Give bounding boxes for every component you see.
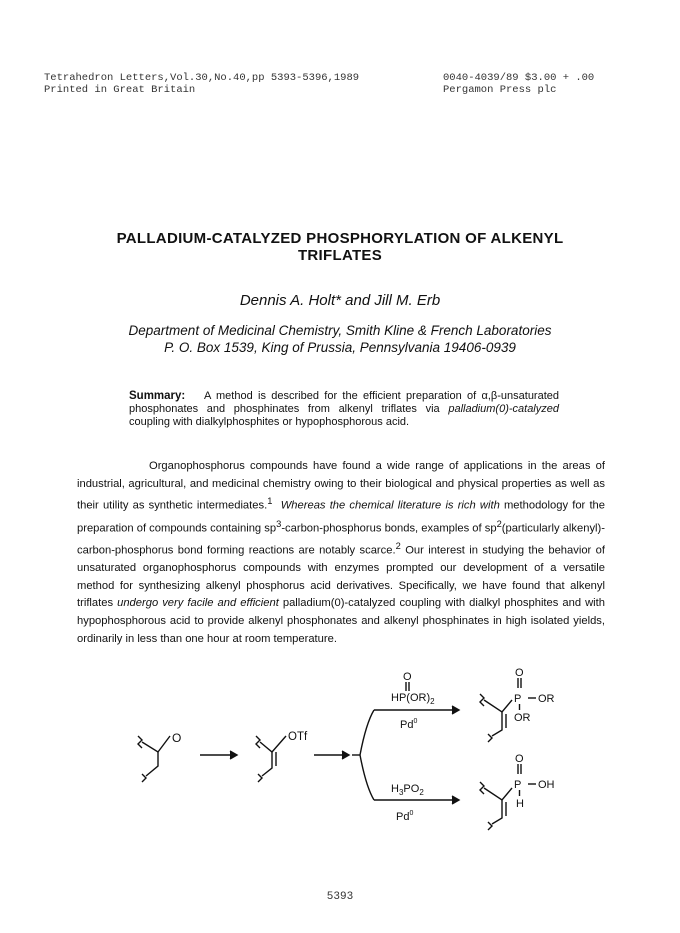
catalyst-bottom-sup: 0: [409, 810, 414, 817]
page-number: 5393: [326, 891, 354, 903]
triflate-label: OTf: [288, 731, 308, 743]
upper-reagents: [391, 671, 435, 731]
body-text-3: -carbon-phosphorus bonds, examples of sp: [281, 522, 497, 535]
printed-in: Printed in Great Britain: [44, 84, 196, 96]
prod2-oxygen: O: [515, 753, 524, 765]
body-text-2: methodology for the preparation of compounds containing sp: [77, 499, 606, 535]
triflate-structure: [256, 731, 308, 782]
ketone-structure: [138, 731, 181, 782]
prod1-oxygen: O: [515, 667, 524, 679]
summary-abstract: [129, 390, 559, 429]
summary-text-em: palladium(0)-catalyzed: [448, 403, 559, 415]
arrow-1: [200, 751, 237, 759]
reagent-top-subscript: 2: [430, 697, 435, 706]
ref-2: 2: [395, 540, 401, 551]
reagent-bottom-h: H: [391, 783, 399, 795]
catalyst-top: [400, 718, 417, 731]
body-text-4: (particularly alkenyl)-carbon-phosphorus bond forming reactions are notably scarce.: [77, 522, 605, 557]
body-text-em-2: undergo very facile and efficient: [117, 597, 279, 610]
body-text-5: Our interest in studying the behavior of unsaturated organophosphorus compounds with enzymes prompted our development of a versatile method for synthesizing alkenyl phosphorus acid derivatives. Specifically, we have found that alkenyl triflates: [77, 544, 605, 610]
reagent-bottom-sub1: 3: [398, 788, 404, 797]
prod1-or2: OR: [514, 712, 531, 724]
affiliation-line-2: P. O. Box 1539, King of Prussia, Pennsylvania 19406-0939: [164, 340, 516, 355]
catalyst-top-text: Pd: [400, 719, 414, 731]
summary-label: Summary:: [129, 390, 186, 402]
reagent-top-bond: [406, 682, 409, 691]
publisher: Pergamon Press plc: [443, 84, 557, 96]
price-code: 0040-4039/89 $3.00 + .00: [443, 72, 595, 84]
affiliation: [40, 322, 640, 356]
body-text-em-1: Whereas the chemical literature is rich with: [280, 499, 500, 512]
affiliation-line-1: Department of Medicinal Chemistry, Smith Kline & French Laboratories: [128, 323, 552, 338]
running-header-left: [44, 72, 359, 96]
reagent-top-oxygen: O: [403, 671, 412, 683]
catalyst-bottom: [396, 810, 413, 823]
title-line-1: PALLADIUM-CATALYZED PHOSPHORYLATION OF ALKENYL: [116, 230, 564, 247]
sup-3: 3: [276, 518, 282, 529]
phosphonate-product: [480, 667, 555, 742]
catalyst-top-sup: 0: [413, 718, 418, 725]
paper-title: [40, 230, 640, 264]
prod2-h: H: [516, 798, 524, 810]
reagent-bottom-formula: [391, 783, 424, 797]
body-text-1: Organophosphorus compounds have found a wide range of applications in the areas of industrial, agricultural, and medicinal chemistry owing to their biological and physical properties as well as their utility as synthetic intermediates.: [77, 460, 605, 512]
reaction-scheme: [120, 664, 590, 854]
ketone-oxygen-label: O: [172, 731, 182, 745]
prod1-or1: OR: [538, 693, 555, 705]
prod1-phosphorus: P: [514, 693, 522, 705]
reagent-top-formula: [391, 692, 435, 706]
journal-citation: Tetrahedron Letters,Vol.30,No.40,pp 5393-5396,1989: [44, 72, 360, 84]
phosphinate-product: [480, 753, 555, 830]
arrow-2: [314, 751, 349, 759]
lower-reagents: [391, 783, 424, 823]
running-header-right: [443, 72, 594, 96]
summary-text-a: A method is described for the efficient preparation of α,β-unsaturated phosphonates and phosphinates from alkenyl triflates via: [129, 390, 560, 415]
title-line-2: TRIFLATES: [297, 247, 383, 264]
reagent-bottom-sub2: 2: [419, 788, 424, 797]
author-list: Dennis A. Holt* and Jill M. Erb: [239, 292, 441, 309]
body-text-6: palladium(0)-catalyzed coupling with dialkyl phosphites and with hypophosphorous acid to provide alkenyl phosphonates and alkenyl phosphinates in high isolated yields, ordinarily in less than one hour at room temperature.: [77, 597, 605, 645]
prod2-phosphorus: P: [514, 779, 522, 791]
body-paragraph: [77, 458, 605, 648]
reagent-bottom-po: PO: [403, 783, 420, 795]
catalyst-bottom-text: Pd: [396, 811, 410, 823]
sup-2: 2: [496, 518, 502, 529]
reaction-scheme-drawing: [120, 664, 590, 849]
ref-1: 1: [267, 496, 273, 507]
prod2-oh: OH: [538, 779, 555, 791]
reagent-top-text: HP(OR): [391, 692, 431, 704]
summary-text-b: coupling with dialkylphosphites or hypophosphorous acid.: [129, 416, 410, 428]
